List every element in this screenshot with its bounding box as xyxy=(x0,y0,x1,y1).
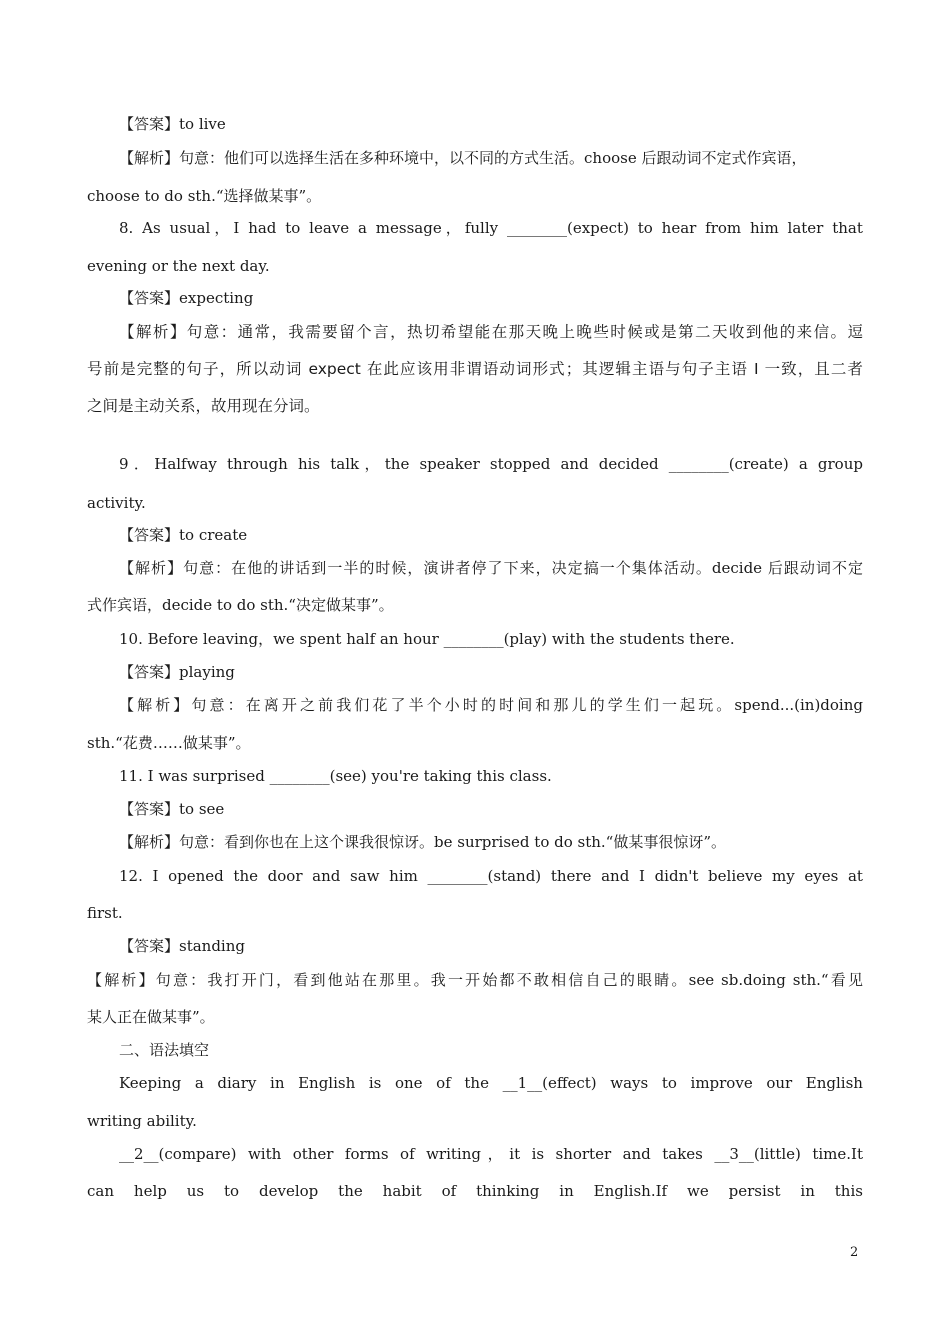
text-line: Keeping a diary in English is one of the __1__(effect) ways to improve our English xyxy=(119,1074,863,1092)
text-line: 某人正在做某事”。 xyxy=(87,1008,215,1026)
text-line: 【答案】to create xyxy=(119,526,248,544)
text-line: 【答案】playing xyxy=(119,663,235,681)
text-line: 【解析】句意：我打开门，看到他站在那里。我一开始都不敢相信自己的眼睛。see sb.doing sth.“看见 xyxy=(87,971,863,989)
text-line: 11. I was surprised ________(see) you're taking this class. xyxy=(119,767,552,785)
text-line: 号前是完整的句子，所以动词 expect 在此应该用非谓语动词形式；其逻辑主语与句子主语 I 一致，且二者 xyxy=(87,360,863,378)
page-number: 2 xyxy=(850,1245,859,1260)
text-line: activity. xyxy=(87,494,146,512)
text-line: 之间是主动关系，故用现在分词。 xyxy=(87,397,320,415)
text-line: 【解析】句意：通常，我需要留个言，热切希望能在那天晚上晚些时候或是第二天收到他的来信。逗 xyxy=(119,323,863,341)
text-line: sth.“花费……做某事”。 xyxy=(87,734,251,752)
text-line: 9．Halfway through his talk，the speaker stopped and decided ________(create) a group xyxy=(119,455,863,473)
text-line: evening or the next day. xyxy=(87,257,270,275)
text-line: 【解析】句意：看到你也在上这个课我很惊讶。be surprised to do sth.“做某事很惊讶”。 xyxy=(119,833,727,851)
text-line: choose to do sth.“选择做某事”。 xyxy=(87,187,322,205)
text-line: can help us to develop the habit of thinking in English.If we persist in this xyxy=(87,1182,863,1200)
text-line: writing ability. xyxy=(87,1112,197,1130)
text-line: __2__(compare) with other forms of writing，it is shorter and takes __3__(little) time.It xyxy=(119,1145,863,1163)
text-line: 【答案】to live xyxy=(119,115,226,133)
text-line: 10. Before leaving，we spent half an hour ________(play) with the students there. xyxy=(119,630,735,648)
text-line: first. xyxy=(87,904,123,922)
text-line: 12. I opened the door and saw him ________(stand) there and I didn't believe my eyes at xyxy=(119,867,863,885)
text-line: 式作宾语，decide to do sth.“决定做某事”。 xyxy=(87,596,394,614)
text-line: 8. As usual，I had to leave a message，fully ________(expect) to hear from him later that xyxy=(119,219,863,237)
text-line: 【答案】expecting xyxy=(119,289,254,307)
text-line: 【解析】句意：在离开之前我们花了半个小时的时间和那儿的学生们一起玩。spend...(in)doing xyxy=(119,696,863,714)
text-line: 【解析】句意：在他的讲话到一半的时候，演讲者停了下来，决定搞一个集体活动。decide 后跟动词不定 xyxy=(119,559,863,577)
text-line: 【答案】to see xyxy=(119,800,225,818)
text-line: 二、语法填空 xyxy=(119,1041,210,1059)
text-line: 【答案】standing xyxy=(119,937,245,955)
text-line: 【解析】句意：他们可以选择生活在多种环境中，以不同的方式生活。choose 后跟动词不定式作宾语， xyxy=(119,149,807,167)
